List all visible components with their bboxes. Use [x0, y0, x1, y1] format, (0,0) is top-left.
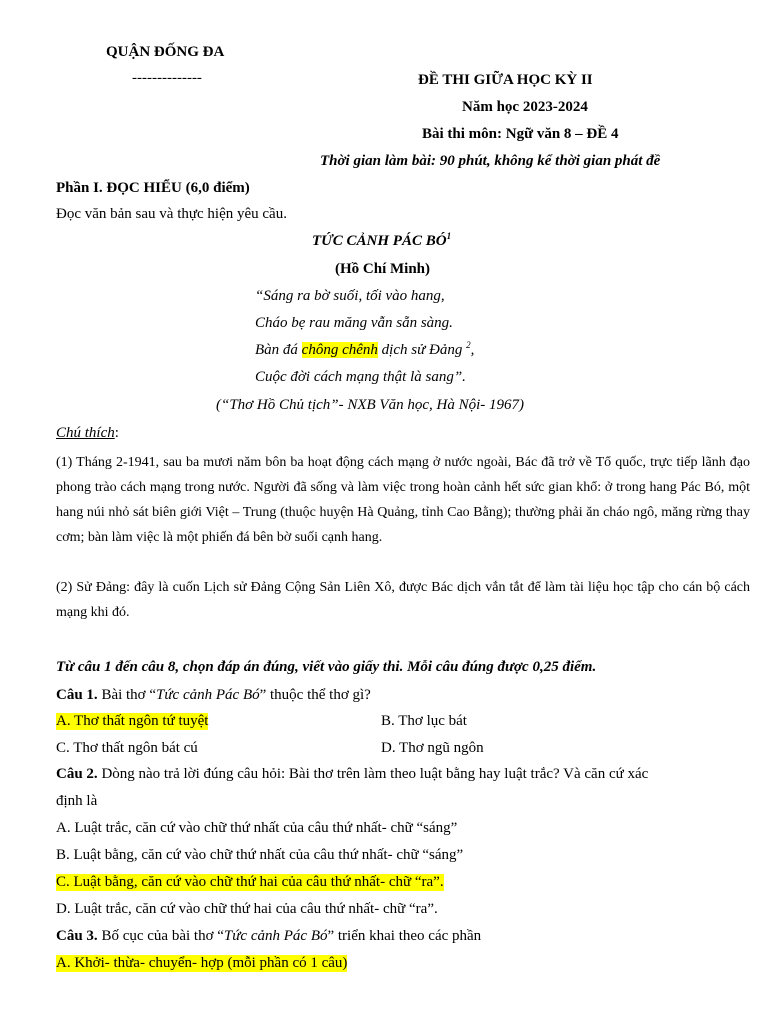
poem-line-3-pre: Bàn đá	[255, 342, 302, 358]
poem-line-3-post: dịch sử Đảng	[377, 342, 467, 358]
exam-subject: Bài thi môn: Ngữ văn 8 – ĐỀ 4	[422, 126, 619, 142]
question-3-text-post: ” triển khai theo các phần	[327, 928, 482, 944]
header-dashes: --------------	[132, 70, 202, 86]
question-1-text-pre: Bài thơ “	[97, 687, 157, 703]
poem-line-4: Cuộc đời cách mạng thật là sang”.	[255, 369, 466, 385]
q2-option-c: C. Luật bằng, căn cứ vào chữ thứ hai của câu thứ nhất- chữ “ra”.	[56, 874, 444, 890]
question-1	[56, 687, 371, 704]
question-3	[56, 928, 481, 945]
q1-option-b: B. Thơ lục bát	[381, 713, 467, 729]
question-2	[56, 766, 648, 783]
poem-title-text: TỨC CẢNH PÁC BÓ	[312, 233, 447, 249]
question-2-label: Câu 2.	[56, 766, 98, 782]
district-name: QUẬN ĐỐNG ĐA	[106, 44, 225, 60]
poem-source: (“Thơ Hồ Chủ tịch”- NXB Văn học, Hà Nội- 1967)	[216, 397, 524, 413]
question-1-text-italic: Tức cảnh Pác Bó	[156, 687, 260, 703]
question-3-label: Câu 3.	[56, 928, 98, 944]
poem-line-3	[255, 342, 474, 359]
poem-title	[312, 233, 451, 250]
q1-option-a: A. Thơ thất ngôn tứ tuyệt	[56, 713, 209, 729]
q2-option-a: A. Luật trắc, căn cứ vào chữ thứ nhất của câu thứ nhất- chữ “sáng”	[56, 820, 458, 836]
poem-line-3-end: ,	[470, 342, 475, 358]
q3-option-a: A. Khởi- thừa- chuyển- hợp (mỗi phần có 1 câu)	[56, 955, 348, 971]
question-2-text-line2: định là	[56, 793, 98, 809]
question-3-text-pre: Bố cục của bài thơ “	[97, 928, 224, 944]
q2-option-b: B. Luật bằng, căn cứ vào chữ thứ nhất của câu thứ nhất- chữ “sáng”	[56, 847, 464, 863]
notes-label-text: Chú thích	[56, 425, 115, 441]
question-1-label: Câu 1.	[56, 687, 98, 703]
part1-instruction: Đọc văn bản sau và thực hiện yêu cầu.	[56, 206, 287, 222]
q1-option-c: C. Thơ thất ngôn bát cú	[56, 740, 198, 756]
exam-time: Thời gian làm bài: 90 phút, không kể thời gian phát đề	[320, 153, 661, 169]
note-1: (1) Tháng 2-1941, sau ba mươi năm bôn ba hoạt động cách mạng ở nước ngoài, Bác đã trở về Tổ quốc, trực tiếp lãnh đạo phong trào cách mạng trong nước. Người đã sống và làm việc trong hoàn cảnh hết sức gian khổ: ở trong hang Pác Bó, một hang núi nhỏ sát biên giới Việt – Trung (thuộc huyện Hà Quảng, tỉnh Cao Bằng); thường phải ăn cháo ngô, măng rừng thay cơm; bàn làm việc là một phiến đá bên bờ suối cạnh hang.	[56, 455, 750, 545]
note-2: (2) Sử Đảng: đây là cuốn Lịch sử Đảng Cộng Sản Liên Xô, được Bác dịch vắn tắt để làm tài liệu học tập cho cán bộ cách mạng khi đó.	[56, 580, 750, 620]
school-year: Năm học 2023-2024	[462, 99, 588, 115]
highlighted-word: chông chênh	[301, 342, 378, 358]
part1-heading: Phần I. ĐỌC HIỂU (6,0 điểm)	[56, 180, 250, 196]
question-3-text-italic: Tức cảnh Pác Bó	[223, 928, 328, 944]
poem-title-footnote-ref: 1	[446, 231, 452, 241]
q1-option-d: D. Thơ ngũ ngôn	[381, 740, 484, 756]
notes-label	[56, 425, 119, 442]
question-2-text: Dòng nào trả lời đúng câu hỏi: Bài thơ trên làm theo luật bằng hay luật trắc? Và căn cứ xác	[97, 766, 649, 782]
poem-author: (Hồ Chí Minh)	[335, 261, 431, 277]
poem-line-1: “Sáng ra bờ suối, tối vào hang,	[255, 288, 445, 304]
poem-line-2: Cháo bẹ rau măng vẫn sẵn sàng.	[255, 315, 453, 331]
notes-label-colon: :	[114, 425, 119, 441]
question-1-text-post: ” thuộc thể thơ gì?	[259, 687, 371, 703]
mc-instruction: Từ câu 1 đến câu 8, chọn đáp án đúng, viết vào giấy thi. Mỗi câu đúng được 0,25 điểm.	[56, 659, 597, 675]
poem-line-3-footnote-ref: 2	[466, 340, 471, 350]
q2-option-d: D. Luật trắc, căn cứ vào chữ thứ hai của câu thứ nhất- chữ “ra”.	[56, 901, 438, 917]
exam-title: ĐỀ THI GIỮA HỌC KỲ II	[418, 72, 593, 88]
